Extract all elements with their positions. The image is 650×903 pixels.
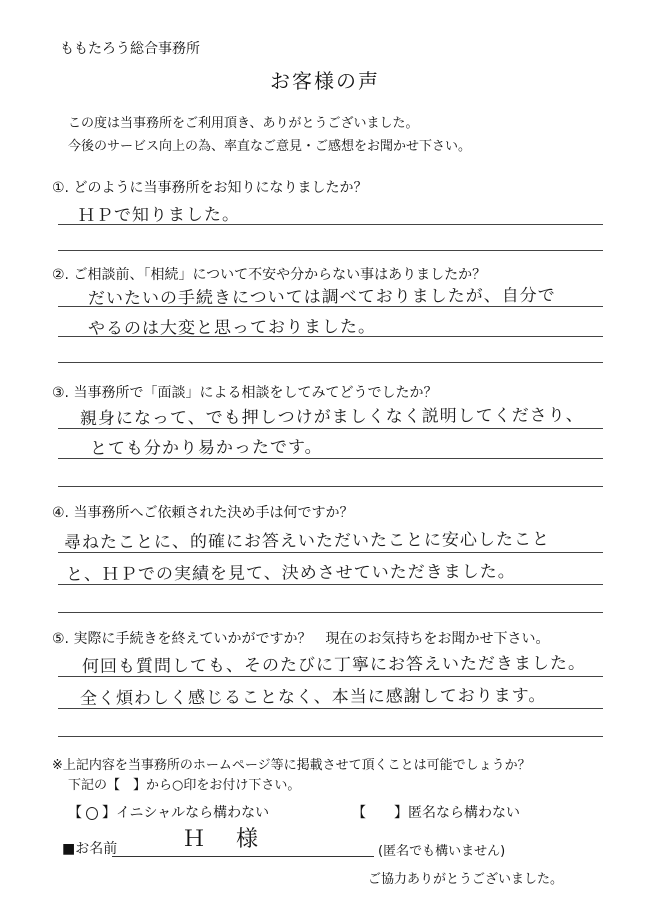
answer-line [58,708,603,709]
name-value: Ｈ 様 [183,827,270,852]
answer-line [58,428,603,429]
answer-line [58,486,603,487]
answer-3-line-2: とても分かり易かったです。 [89,437,323,459]
answer-5-line-2: 全く煩わしく感じることなく、本当に感謝しております。 [79,685,547,709]
name-label: ■お名前 [62,841,118,857]
question-1: ①. どのように当事務所をお知りになりましたか？ [52,180,368,196]
option-initial-label: 】イニシャルなら構わない [102,805,270,821]
question-5: ⑤. 実際に手続きを終えていかがですか？ 現在のお気持ちをお聞かせ下さい。 [52,631,550,647]
question-3: ③. 当事務所で「面談」による相談をしてみてどうでしたか？ [52,385,438,401]
answer-line [58,336,603,337]
option-initial[interactable] [68,802,269,822]
answer-3-line-1: 親身になって、でも押しつけがましくなく説明してくださり、 [79,405,584,429]
circle-mark-icon [86,807,98,820]
page-title: お客様の声 [270,69,380,93]
option-initial-open: 【 [68,805,82,821]
answer-line [58,612,603,613]
answer-line [58,362,603,363]
answer-line [58,736,603,737]
answer-2-line-2: やるのは大変と思っておりました。 [87,316,377,339]
office-name: ももたろう総合事務所 [60,41,200,57]
answer-line [58,306,603,307]
answer-4-line-1: 尋ねたことに、的確にお答えいただいたことに安心したこと [63,529,551,553]
answer-1-line-1: ＨＰで知りました。 [77,204,241,226]
anonymous-note: (匿名でも構いません) [378,844,506,859]
question-2: ②. ご相談前、「相続」について不安や分からない事はありましたか？ [52,267,487,283]
intro-line-1: この度は当事務所をご利用頂き、ありがとうございました。 [68,116,419,131]
consent-instruction: 下記の【 】から○印をお付け下さい。 [68,778,301,793]
consent-note: ※上記内容を当事務所のホームページ等に掲載させて頂くことは可能でしょうか？ [52,758,531,773]
answer-line [58,224,603,225]
answer-line [58,552,603,553]
thanks-message: ご協力ありがとうございました。 [368,872,564,887]
intro-line-2: 今後のサービス向上の為、率直なご意見・ご感想をお聞かせ下さい。 [68,139,472,154]
answer-5-line-1: 何回も質問しても、そのたびに丁寧にお答えいただきました。 [81,653,587,677]
answer-line [58,458,603,459]
answer-4-line-2: と、ＨＰでの実績を見て、決めさせていただきました。 [65,561,516,585]
option-anonymous[interactable]: 【 】匿名なら構わない [352,805,520,821]
question-4: ④. 当事務所へご依頼された決め手は何ですか？ [52,505,354,521]
answer-line [58,584,603,585]
answer-line [58,676,603,677]
answer-line [58,250,603,251]
name-underline [112,856,374,857]
answer-2-line-1: だいたいの手続きについては調べておりましたが、自分で [87,285,556,309]
